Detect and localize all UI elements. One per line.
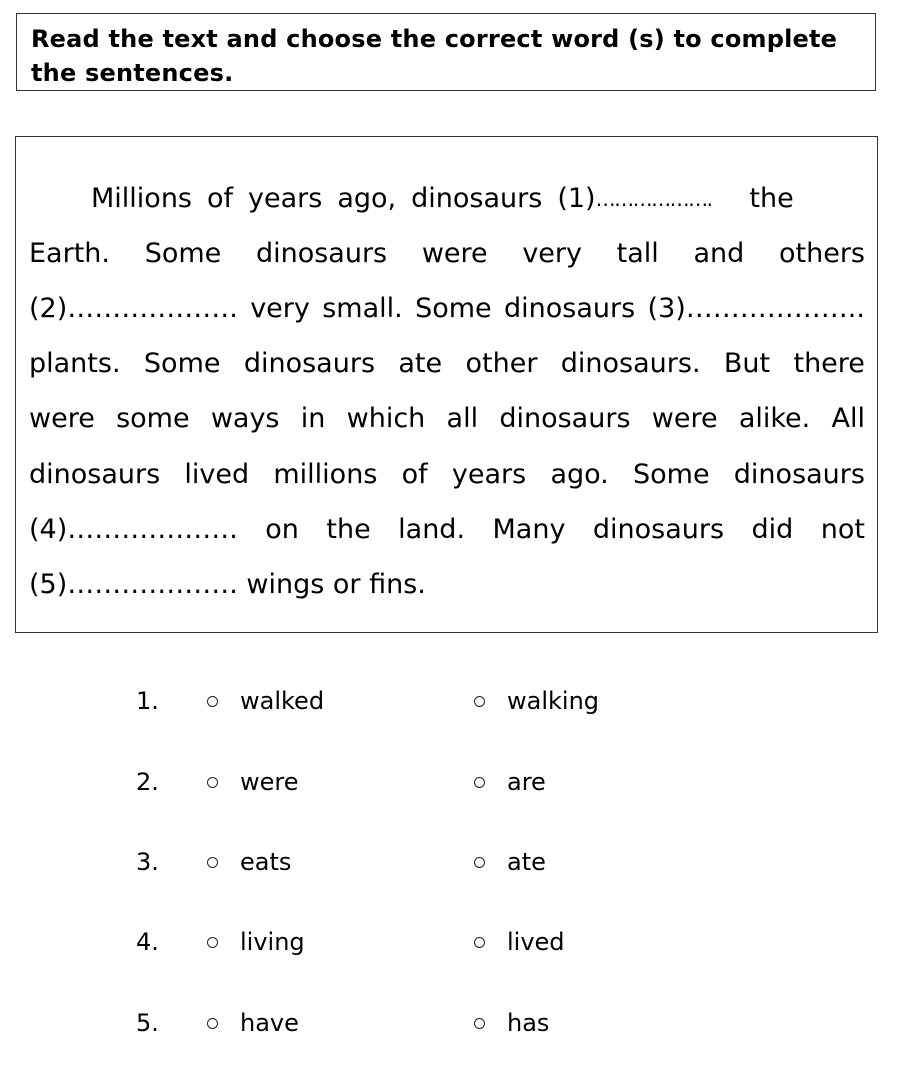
word: did — [751, 514, 794, 545]
option-were[interactable] — [207, 762, 299, 802]
word: dinosaurs — [255, 238, 388, 269]
word: tall — [616, 238, 659, 269]
word: there — [793, 348, 865, 379]
option-label: have — [240, 1009, 299, 1037]
question-number: 1. — [136, 687, 159, 715]
radio-icon[interactable] — [474, 777, 485, 788]
word: in — [300, 403, 326, 434]
question-number: 4. — [136, 928, 159, 956]
word: ate — [398, 348, 443, 379]
option-walking[interactable] — [474, 681, 599, 721]
word: But — [723, 348, 771, 379]
passage-line-1 — [29, 181, 865, 217]
word: dinosaurs — [29, 459, 161, 490]
word: lived — [184, 459, 250, 490]
radio-icon[interactable] — [207, 937, 218, 948]
word: were — [651, 403, 718, 434]
option-has[interactable] — [474, 1003, 549, 1043]
word: Some — [632, 459, 710, 490]
word: others — [778, 238, 865, 269]
word: Some — [415, 293, 492, 324]
word: of — [401, 459, 428, 490]
option-living[interactable] — [207, 922, 305, 962]
question-row-3 — [0, 842, 906, 882]
option-label: walked — [240, 687, 325, 715]
word: dinosaurs. — [560, 348, 701, 379]
question-number: 5. — [136, 1009, 159, 1037]
blank-label: (1) — [557, 183, 596, 214]
word: land. — [398, 514, 466, 545]
blank-5-line: (5)………………. wings or fins. — [29, 569, 426, 600]
word: dinosaurs — [243, 348, 376, 379]
word: of — [207, 183, 234, 214]
option-label: were — [240, 768, 299, 796]
blank-4: (4)………………. — [29, 514, 238, 545]
question-row-2 — [0, 762, 906, 802]
passage-line-3 — [29, 291, 865, 327]
word: other — [465, 348, 538, 379]
word: alike. — [738, 403, 811, 434]
passage-line-7 — [29, 512, 865, 548]
question-row-1 — [0, 681, 906, 721]
word: ago. — [550, 459, 609, 490]
radio-icon[interactable] — [474, 937, 485, 948]
blank-2: (2)………………. — [29, 293, 238, 324]
option-lived[interactable] — [474, 922, 565, 962]
word: dinosaurs — [733, 459, 865, 490]
radio-icon[interactable] — [207, 857, 218, 868]
word: small. — [322, 293, 403, 324]
question-number: 3. — [136, 848, 159, 876]
word: years — [451, 459, 527, 490]
word: all — [446, 403, 479, 434]
word: All — [831, 403, 865, 434]
word: Some — [144, 238, 222, 269]
word: years — [248, 183, 323, 214]
word: very — [250, 293, 310, 324]
word: ways — [210, 403, 280, 434]
question-row-5 — [0, 1003, 906, 1043]
instructions-text: Read the text and choose the correct word (s) to complete the sentences. — [31, 25, 838, 87]
word: ago, — [337, 183, 397, 214]
word: Earth. — [29, 238, 110, 269]
option-label: living — [240, 928, 305, 956]
word: some — [116, 403, 190, 434]
passage-line-5 — [29, 401, 865, 437]
option-have[interactable] — [207, 1003, 299, 1043]
option-label: eats — [240, 848, 292, 876]
option-ate[interactable] — [474, 842, 546, 882]
word: Many — [492, 514, 566, 545]
option-walked[interactable] — [207, 681, 324, 721]
passage-line-8 — [29, 567, 865, 603]
passage-line-6 — [29, 457, 865, 493]
word: Some — [143, 348, 221, 379]
word: and — [693, 238, 745, 269]
word: very — [522, 238, 582, 269]
word: dinosaurs — [504, 293, 636, 324]
option-label: has — [507, 1009, 550, 1037]
word: were — [29, 403, 95, 434]
radio-icon[interactable] — [474, 1018, 485, 1029]
word: dinosaurs — [499, 403, 631, 434]
word: dinosaurs — [592, 514, 725, 545]
radio-icon[interactable] — [474, 857, 485, 868]
passage-line-2 — [29, 236, 865, 272]
instructions-box — [16, 13, 876, 91]
word: plants. — [29, 348, 121, 379]
option-eats[interactable] — [207, 842, 291, 882]
word: not — [820, 514, 865, 545]
blank-1: ………………. — [595, 187, 712, 211]
blank-3: (3)……………….. — [647, 293, 865, 324]
reading-passage — [15, 136, 878, 633]
radio-icon[interactable] — [207, 696, 218, 707]
passage-line-4 — [29, 346, 865, 382]
option-are[interactable] — [474, 762, 546, 802]
word: which — [346, 403, 426, 434]
word: millions — [273, 459, 378, 490]
question-number: 2. — [136, 768, 159, 796]
option-label: are — [507, 768, 546, 796]
word: on — [265, 514, 299, 545]
option-label: walking — [507, 687, 600, 715]
word: the — [749, 183, 794, 214]
word: Millions — [91, 183, 192, 214]
word: the — [326, 514, 371, 545]
radio-icon[interactable] — [207, 1018, 218, 1029]
question-row-4 — [0, 922, 906, 962]
word: were — [421, 238, 488, 269]
radio-icon[interactable] — [474, 696, 485, 707]
option-label: lived — [507, 928, 565, 956]
option-label: ate — [507, 848, 546, 876]
radio-icon[interactable] — [207, 777, 218, 788]
word: dinosaurs — [411, 183, 543, 214]
